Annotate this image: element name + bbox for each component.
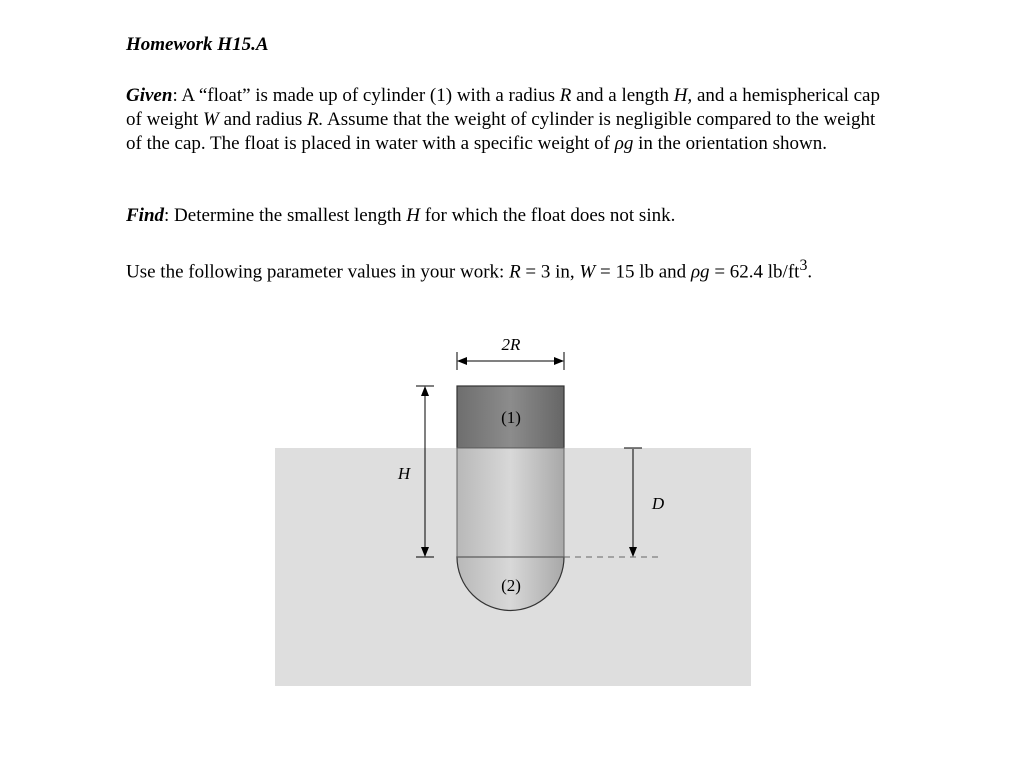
label-2r: 2R [501, 335, 521, 354]
find-label: Find [126, 205, 165, 226]
label-cap-2: (2) [501, 576, 521, 595]
cylinder-submerged [457, 448, 564, 557]
label-h: H [397, 464, 411, 483]
page-title: Homework H15.A [126, 34, 269, 55]
label-d: D [651, 494, 665, 513]
parameters-paragraph: Use the following parameter values in your work: R = 3 in, W = 15 lb and ρg = 62.4 $lb/ft^3$. [126, 257, 813, 283]
given-label: Given [126, 85, 173, 106]
label-cylinder-1: (1) [501, 408, 521, 427]
given-paragraph: Given: A “float” is made up of cylinder (1) with a radius R and a length H, and a hemispherical cap of weight W and radius R. Assume that the weight of cylinder is negligible compared to the weight of the cap. The float is placed in water with a specific weight of ρg in the orientation shown. [126, 85, 880, 154]
find-paragraph: Find: Determine the smallest length H for which the float does not sink. [126, 205, 676, 226]
